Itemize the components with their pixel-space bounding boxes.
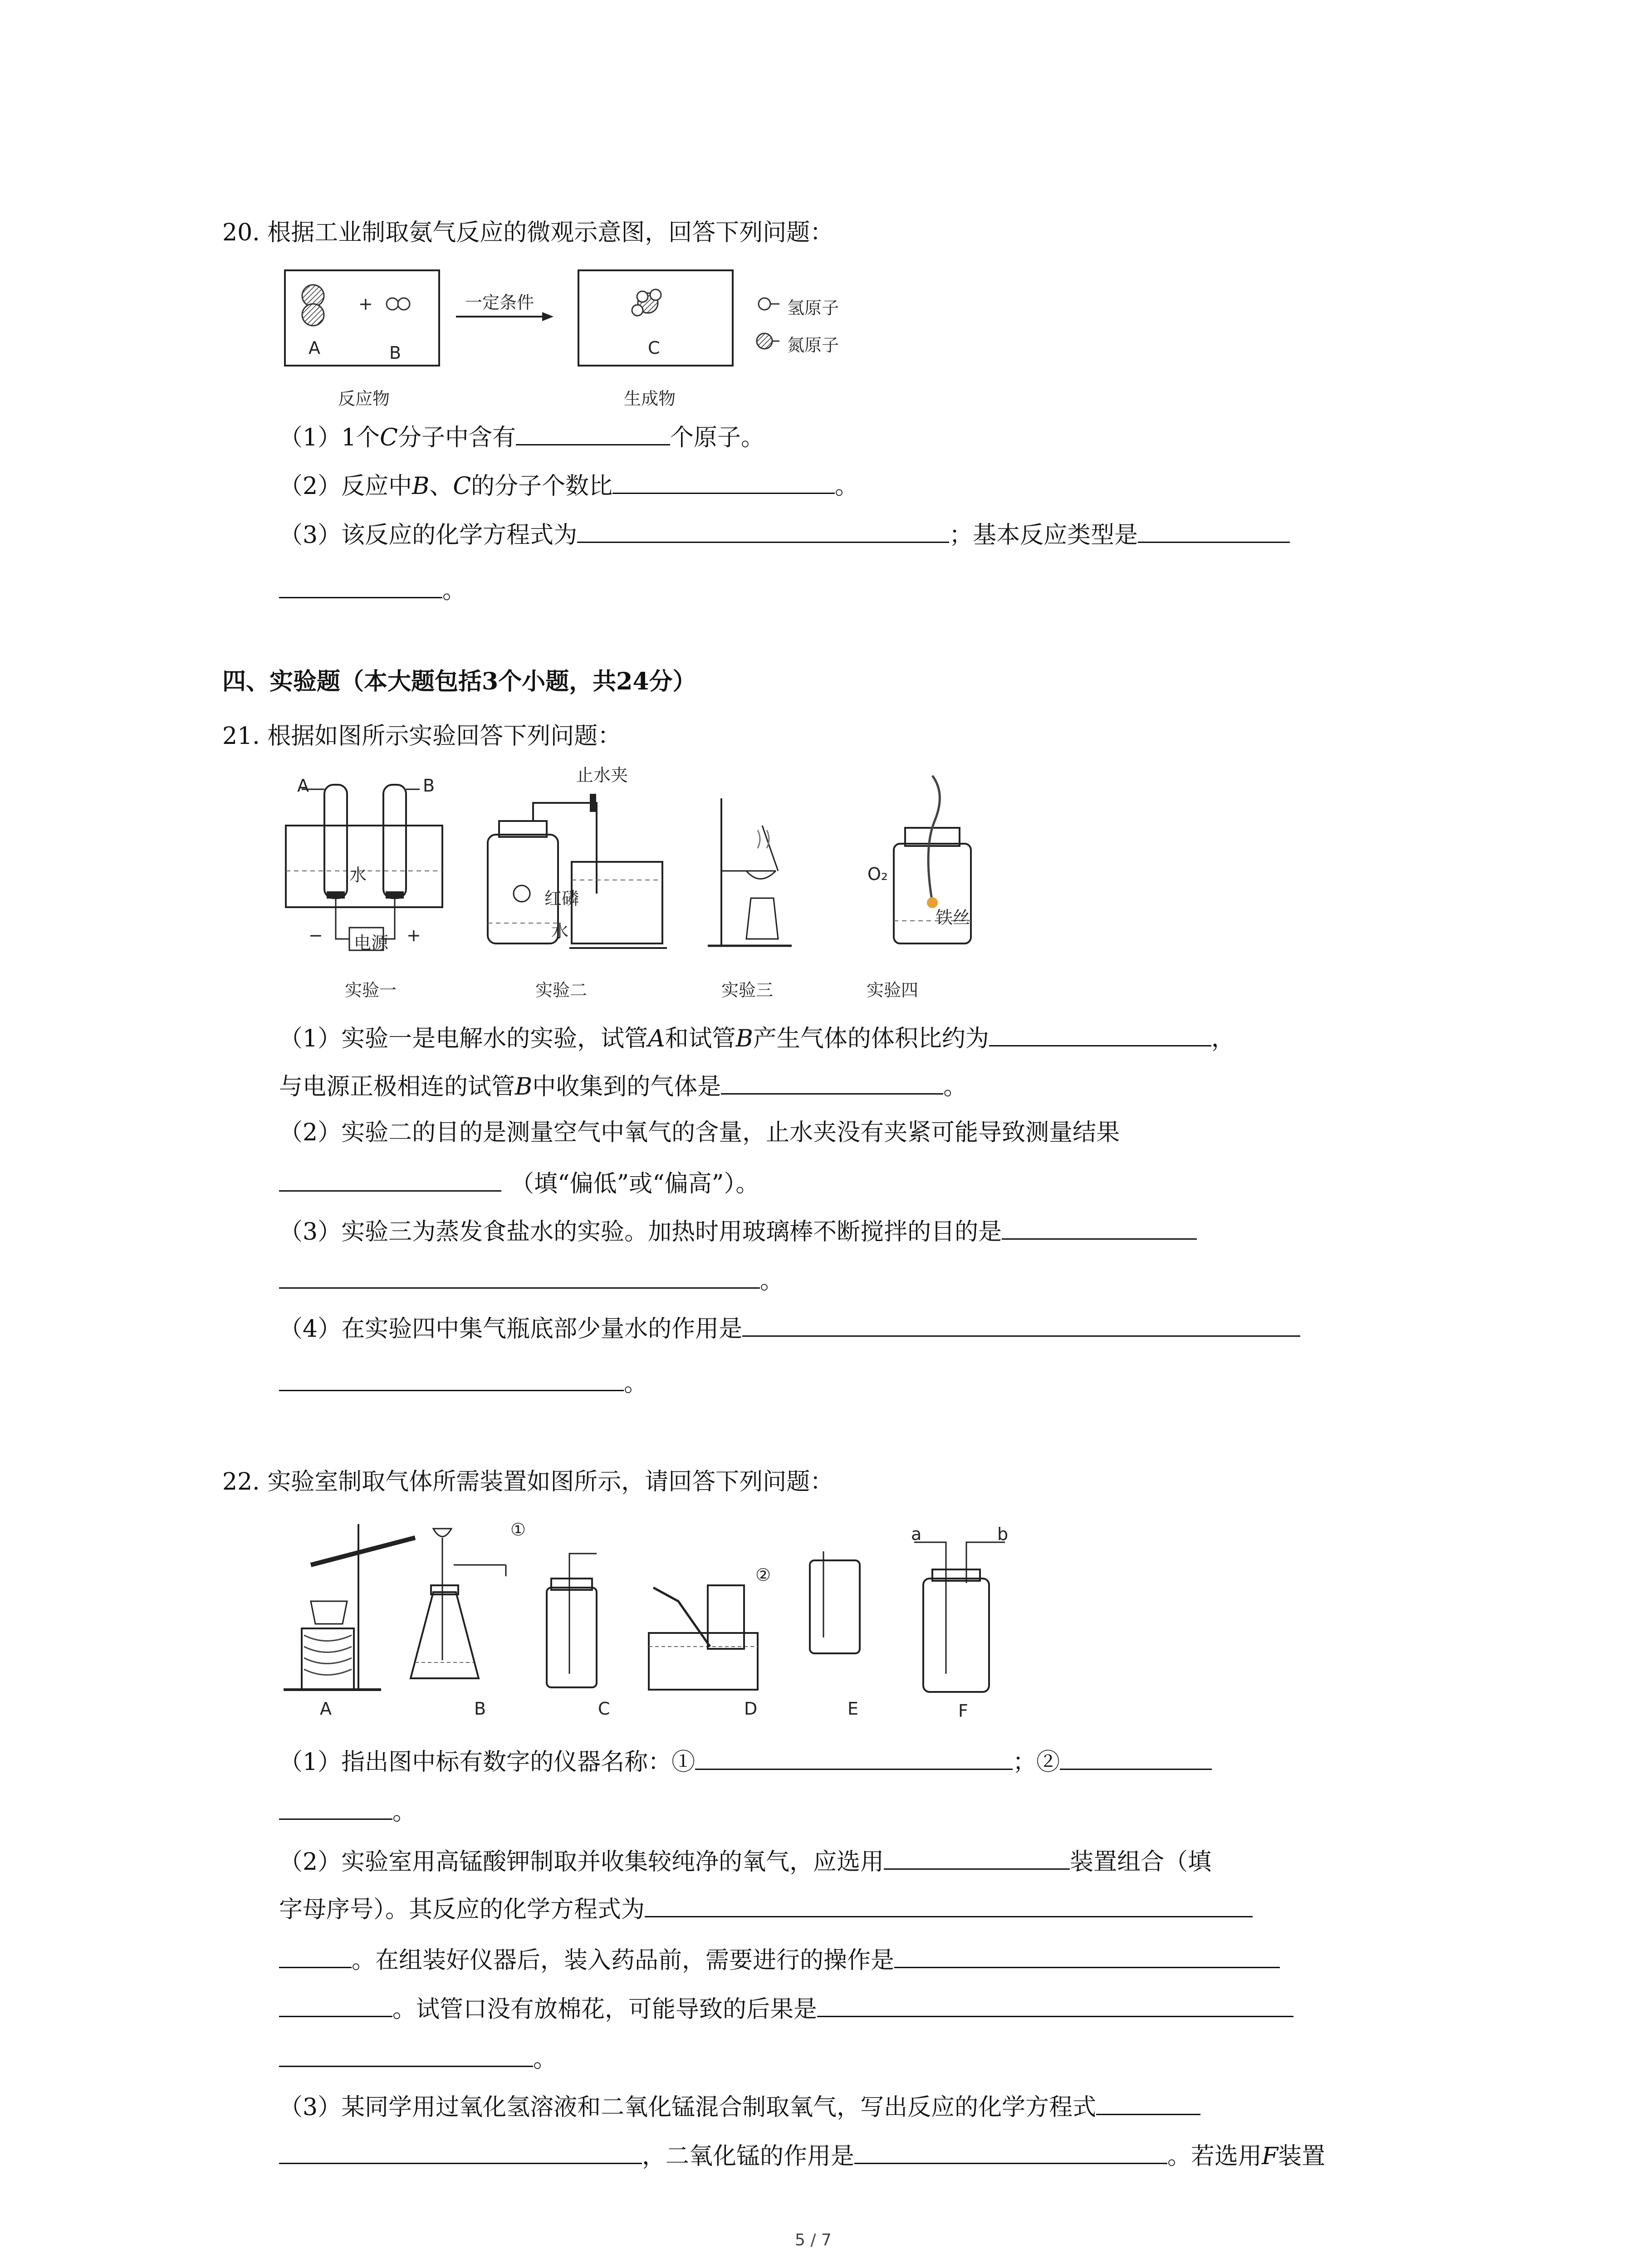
var: A <box>648 1025 665 1052</box>
q22-a: a <box>911 1524 922 1544</box>
q20-label-b: B <box>389 343 402 363</box>
answer-blank[interactable] <box>742 1311 1300 1337</box>
q20-stem: 20. 根据工业制取氨气反应的微观示意图，回答下列问题： <box>222 219 834 246</box>
answer-blank[interactable] <box>884 1844 1070 1870</box>
answer-blank[interactable] <box>1096 2089 1200 2115</box>
q21-part1 <box>279 1021 1235 1055</box>
q21-wire: 铁丝 <box>936 908 970 928</box>
text: 装置 <box>1278 2143 1326 2170</box>
q22-label-b: B <box>474 1699 486 1719</box>
text: 字母序号）。其反应的化学方程式为 <box>279 1896 645 1923</box>
var: F <box>1262 2143 1279 2170</box>
q20-part3-cont <box>279 572 466 606</box>
text: 装置组合（填 <box>1070 1848 1212 1876</box>
q21-part2-cont <box>279 1166 759 1200</box>
q22-label-c: C <box>598 1699 610 1719</box>
answer-blank[interactable] <box>516 420 670 445</box>
text: （3）某同学用过氧化氢溶液和二氧化锰混合制取氧气，写出反应的化学方程式 <box>279 2094 1097 2121</box>
q20-part2 <box>279 468 858 502</box>
q22-label-e: E <box>847 1699 859 1719</box>
q21-o2: O₂ <box>867 864 888 884</box>
text: 。若选用 <box>1167 2143 1262 2170</box>
q21-caption-4: 实验四 <box>867 980 919 1000</box>
q22-label-a: A <box>320 1699 332 1719</box>
text: ，二氧化锰的作用是 <box>642 2143 855 2170</box>
var: B <box>515 1073 533 1100</box>
q22-label-d: D <box>744 1699 758 1719</box>
q22-part2-l5 <box>279 2041 557 2075</box>
q22-part3 <box>279 2089 1200 2123</box>
q21-stem: 21. 根据如图所示实验回答下列问题： <box>222 723 622 750</box>
answer-blank[interactable] <box>645 1892 1253 1917</box>
q20-arrow-text: 一定条件 <box>465 293 534 313</box>
q22-num1: ① <box>510 1520 526 1540</box>
answer-blank[interactable] <box>1002 1214 1197 1240</box>
text: ， <box>1211 1025 1235 1052</box>
answer-blank[interactable] <box>279 1794 392 1820</box>
answer-blank[interactable] <box>894 1942 1280 1968</box>
q21-power: 电源 <box>354 933 389 953</box>
text: 。 <box>624 1370 648 1397</box>
q20-part1 <box>279 420 764 454</box>
var: C <box>380 424 398 451</box>
q22-stem: 22. 实验室制取气体所需装置如图所示，请回答下列问题： <box>222 1468 834 1496</box>
q21-part2: （2）实验二的目的是测量空气中氧气的含量，止水夹没有夹紧可能导致测量结果 <box>279 1119 1120 1146</box>
answer-blank[interactable] <box>279 1166 501 1192</box>
text: 个原子。 <box>670 424 764 451</box>
section-heading: 四、实验题（本大题包括3个小题，共24分） <box>222 668 696 695</box>
text: 的分子个数比 <box>471 473 613 500</box>
text: 、 <box>429 473 453 500</box>
answer-blank[interactable] <box>817 1991 1293 2017</box>
q22-part1-cont <box>279 1794 416 1828</box>
q20-caption-left: 反应物 <box>338 389 390 409</box>
text: 与电源正极相连的试管 <box>279 1073 515 1100</box>
answer-blank[interactable] <box>279 1263 760 1289</box>
q21-figure <box>279 767 1014 966</box>
text: （3）该反应的化学方程式为 <box>279 522 578 549</box>
q21-caption-1: 实验一 <box>345 980 397 1000</box>
page-number: 5 / 7 <box>795 2231 832 2249</box>
text: （1）1个 <box>279 424 380 451</box>
text: （1）实验一是电解水的实验，试管 <box>279 1025 648 1052</box>
answer-blank[interactable] <box>279 2041 533 2067</box>
text: 产生气体的体积比约为 <box>753 1025 989 1052</box>
text: （填“偏低”或“偏高”）。 <box>510 1170 759 1198</box>
answer-blank[interactable] <box>854 2138 1167 2164</box>
q20-plus: + <box>358 294 373 314</box>
answer-blank[interactable] <box>279 1365 624 1391</box>
q20-legend-h: 氢原子 <box>787 298 839 318</box>
answer-blank[interactable] <box>279 1942 352 1968</box>
q21-plus: + <box>407 925 421 945</box>
var: B <box>412 473 430 500</box>
var: B <box>735 1025 753 1052</box>
q21-part4-cont <box>279 1365 647 1399</box>
answer-blank[interactable] <box>612 468 835 494</box>
text: 和试管 <box>665 1025 736 1052</box>
q21-caption-2: 实验二 <box>535 980 588 1000</box>
q22-part2-l3 <box>279 1942 1280 1976</box>
text: 。 <box>760 1267 784 1295</box>
answer-blank[interactable] <box>279 2138 642 2164</box>
text: ；基本反应类型是 <box>949 522 1138 549</box>
q21-part3-cont <box>279 1263 784 1297</box>
q20-label-a: A <box>309 338 320 358</box>
text: （3）实验三为蒸发食盐水的实验。加热时用玻璃棒不断搅拌的目的是 <box>279 1218 1002 1246</box>
answer-blank[interactable] <box>721 1069 943 1095</box>
text: 。 <box>835 473 859 500</box>
q20-legend-n: 氮原子 <box>787 335 839 355</box>
q22-part2 <box>279 1844 1211 1878</box>
q21-minus: − <box>309 925 323 945</box>
q21-part3 <box>279 1214 1197 1248</box>
q22-part2-l4 <box>279 1991 1293 2025</box>
var: C <box>453 473 471 500</box>
answer-blank[interactable] <box>695 1744 1013 1770</box>
q21-water-2: 水 <box>551 921 569 941</box>
q20-caption-right: 生成物 <box>624 389 676 409</box>
text: 。 <box>392 1799 416 1826</box>
q20-label-c: C <box>648 338 660 358</box>
text: （2）反应中 <box>279 473 412 500</box>
q21-label-a: A <box>297 776 309 796</box>
q21-water-1: 水 <box>349 865 367 885</box>
answer-blank[interactable] <box>1138 517 1290 543</box>
text: 分子中含有 <box>397 424 516 451</box>
answer-blank[interactable] <box>279 1991 392 2017</box>
q21-part1-cont <box>279 1069 967 1103</box>
text: （4）在实验四中集气瓶底部少量水的作用是 <box>279 1315 743 1343</box>
q21-part4 <box>279 1311 1300 1345</box>
q21-clip: 止水夹 <box>576 765 628 785</box>
answer-blank[interactable] <box>989 1021 1211 1046</box>
q22-part1 <box>279 1744 1212 1778</box>
q21-phosphorus: 红磷 <box>544 889 579 909</box>
answer-blank[interactable] <box>279 572 442 598</box>
text: 中收集到的气体是 <box>532 1073 721 1100</box>
answer-blank[interactable] <box>577 517 949 543</box>
text: 。在组装好仪器后，装入药品前，需要进行的操作是 <box>352 1947 895 1974</box>
q22-part2-l2 <box>279 1892 1253 1926</box>
q21-caption-3: 实验三 <box>721 980 774 1000</box>
q20-part3 <box>279 517 1290 551</box>
text: 。试管口没有放棉花，可能导致的后果是 <box>392 1996 818 2023</box>
q22-figure <box>279 1510 1050 1710</box>
text: （1）指出图中标有数字的仪器名称：① <box>279 1749 696 1776</box>
text: ；② <box>1013 1749 1060 1776</box>
text: 。 <box>442 577 466 604</box>
q21-label-b: B <box>423 776 435 796</box>
text: （2）实验室用高锰酸钾制取并收集较纯净的氧气，应选用 <box>279 1848 884 1876</box>
q22-part3-cont <box>279 2138 1325 2172</box>
text: 。 <box>943 1073 967 1100</box>
q22-num2: ② <box>755 1565 771 1585</box>
text: 。 <box>533 2046 557 2073</box>
q22-b: b <box>997 1524 1009 1544</box>
answer-blank[interactable] <box>1060 1744 1212 1770</box>
q22-label-f: F <box>958 1701 968 1721</box>
